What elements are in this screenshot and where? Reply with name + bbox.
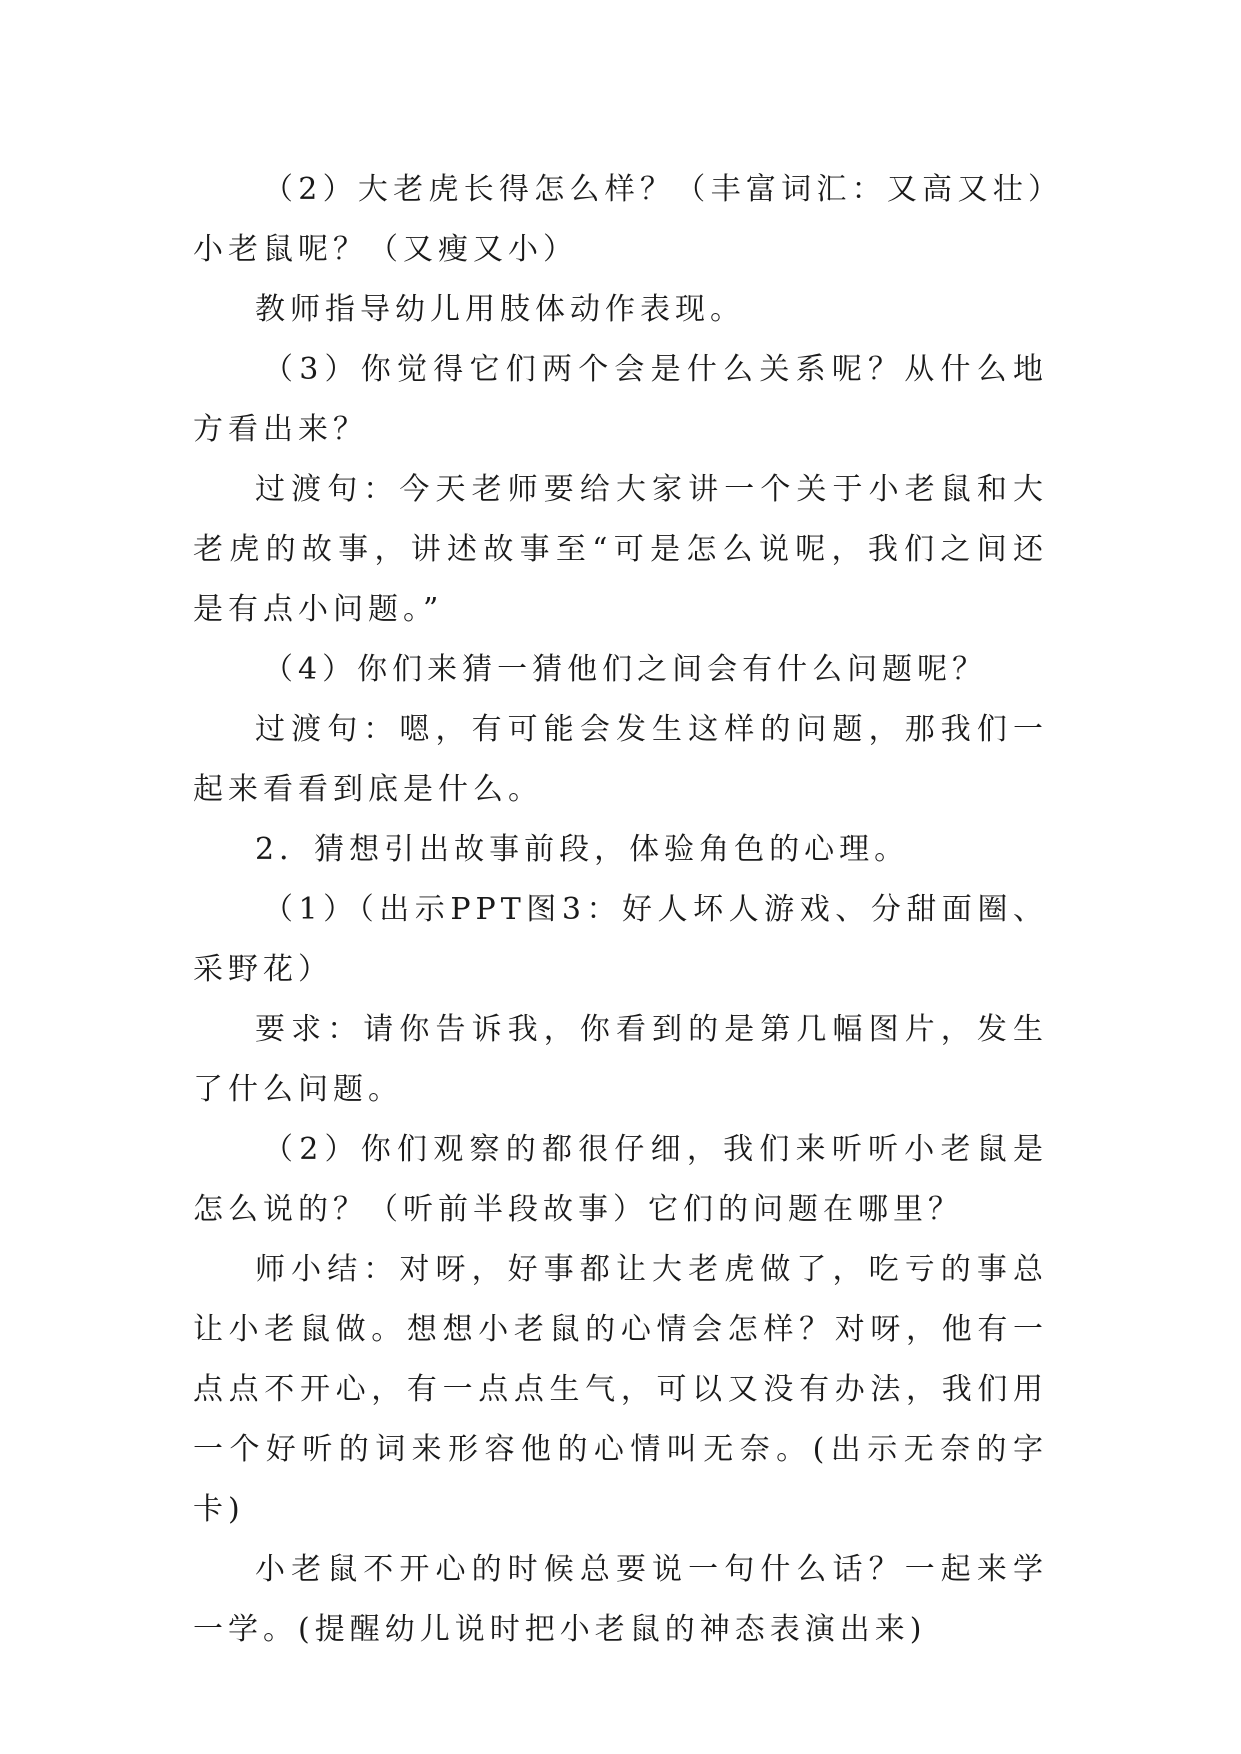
paragraph: （2）你们观察的都很仔细，我们来听听小老鼠是怎么说的？（听前半段故事）它们的问题在哪里？ [193,1132,1048,1227]
paragraph: 要求：请你告诉我，你看到的是第几幅图片，发生了什么问题。 [193,1012,1048,1107]
paragraph: （1）（出示PPT图3：好人坏人游戏、分甜面圈、采野花） [193,892,1048,987]
paragraph: 过渡句：今天老师要给大家讲一个关于小老鼠和大老虎的故事，讲述故事至“可是怎么说呢，我们之间还是有点小问题。” [193,472,1048,627]
paragraph: 师小结：对呀，好事都让大老虎做了，吃亏的事总让小老鼠做。想想小老鼠的心情会怎样？对呀，他有一点点不开心，有一点点生气，可以又没有办法，我们用一个好听的词来形容他的心情叫无奈。(出示无奈的字卡) [193,1252,1048,1527]
document-body [193,160,1048,1660]
paragraph: 教师指导幼儿用肢体动作表现。 [255,292,745,327]
paragraph: （3）你觉得它们两个会是什么关系呢？从什么地方看出来？ [193,352,1048,447]
paragraph: 小老鼠不开心的时候总要说一句什么话？一起来学一学。(提醒幼儿说时把小老鼠的神态表演出来) [193,1552,1048,1647]
section-heading: 2．猜想引出故事前段，体验角色的心理。 [255,832,910,867]
paragraph: （2）大老虎长得怎么样？（丰富词汇：又高又壮）小老鼠呢？（又瘦又小） [193,172,1048,267]
paragraph: （4）你们来猜一猜他们之间会有什么问题呢？ [263,652,988,687]
paragraph: 过渡句：嗯，有可能会发生这样的问题，那我们一起来看看到底是什么。 [193,712,1048,807]
